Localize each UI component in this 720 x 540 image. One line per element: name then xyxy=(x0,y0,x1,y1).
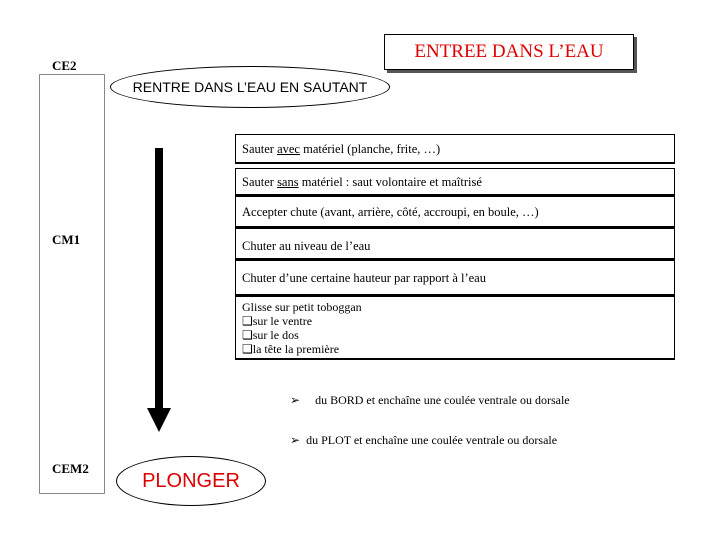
level-ce2: CE2 xyxy=(52,58,77,73)
checkbox-icon: ❑ xyxy=(242,328,253,342)
row-toboggan xyxy=(235,296,675,360)
progression-arrow-icon xyxy=(140,140,180,440)
toboggan-item: ❑sur le ventre xyxy=(242,314,313,328)
toboggan-title: Glisse sur petit toboggan xyxy=(242,300,362,314)
bullet-plot: ➢ du PLOT et enchaîne une coulée ventrale ou dorsale xyxy=(290,433,558,447)
level-cem2: CEM2 xyxy=(52,461,89,476)
level-cm1: CM1 xyxy=(52,232,81,247)
arrowhead-bullet-icon: ➢ xyxy=(290,433,301,447)
bottom-ellipse: PLONGER xyxy=(116,456,266,506)
row-chuter-hauteur: Chuter d’une certaine hauteur par rapport à l’eau xyxy=(235,260,675,296)
toboggan-item: ❑sur le dos xyxy=(242,328,299,342)
row-chuter-niveau: Chuter au niveau de l’eau xyxy=(235,228,675,260)
row-sauter-sans: Sauter sans matériel : saut volontaire et maîtrisé xyxy=(235,168,675,196)
row-accepter-chute: Accepter chute (avant, arrière, côté, accroupi, en boule, …) xyxy=(235,196,675,228)
top-ellipse: RENTRE DANS L’EAU EN SAUTANT xyxy=(110,66,390,108)
row-sauter-avec: Sauter avec matériel (planche, frite, …) xyxy=(235,134,675,164)
arrowhead-bullet-icon: ➢ xyxy=(290,393,301,407)
level-scale xyxy=(39,74,105,494)
page-title: ENTREE DANS L’EAU xyxy=(384,34,634,70)
toboggan-item: ❑la tête la première xyxy=(242,342,340,356)
bullet-bord: ➢ du BORD et enchaîne une coulée ventrale ou dorsale xyxy=(290,393,570,407)
checkbox-icon: ❑ xyxy=(242,314,253,328)
checkbox-icon: ❑ xyxy=(242,342,253,356)
